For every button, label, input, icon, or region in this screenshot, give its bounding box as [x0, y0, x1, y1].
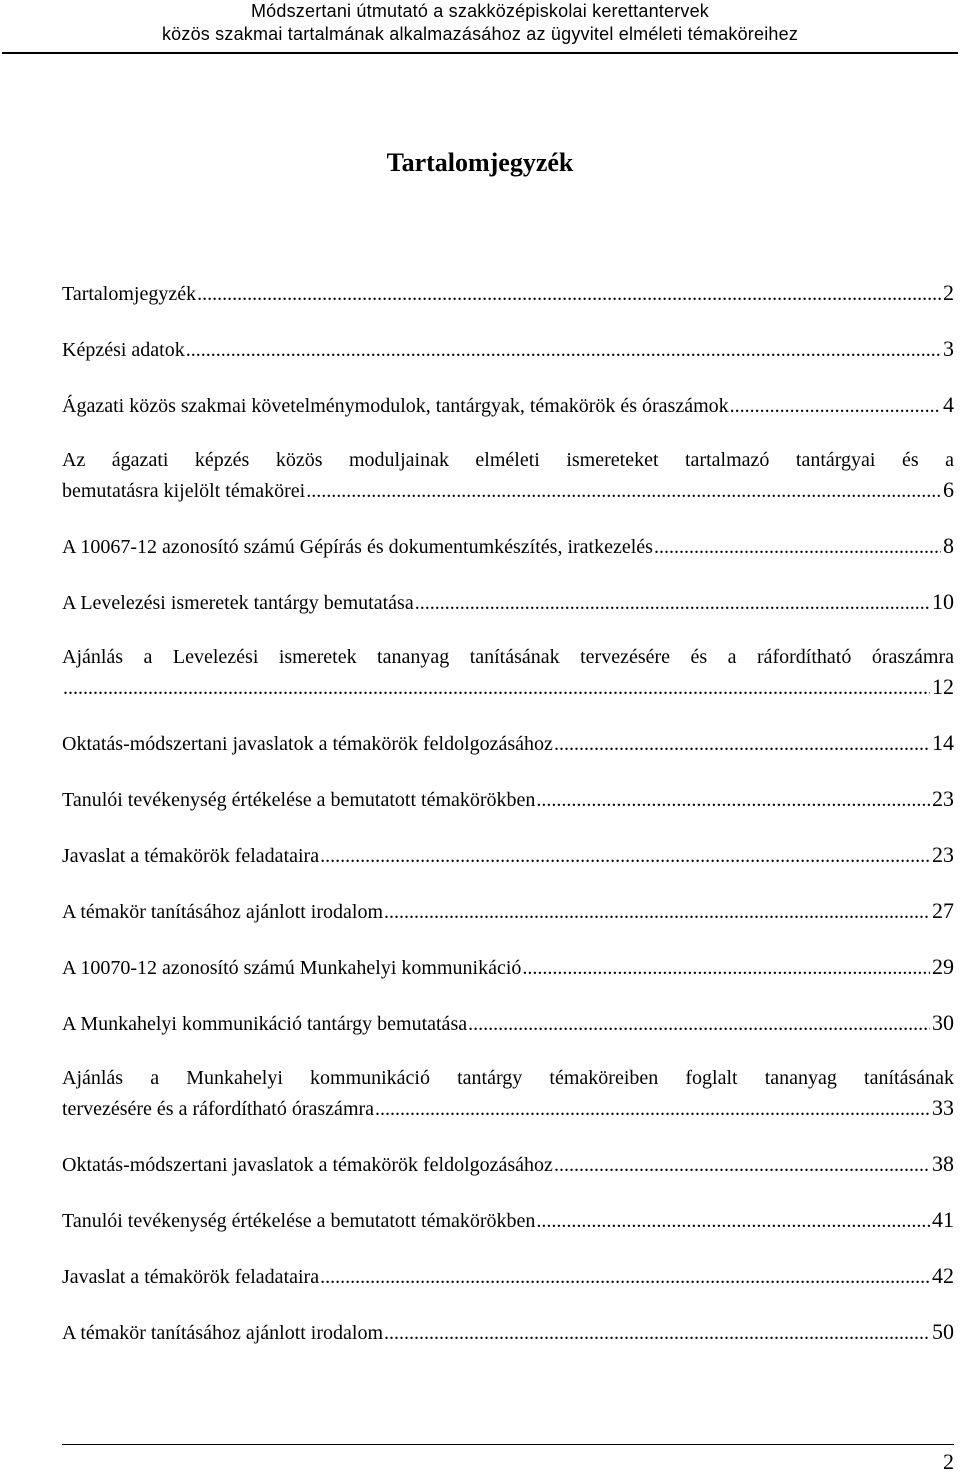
- toc-entry-text: Képzési adatok: [62, 339, 185, 361]
- table-of-contents: [62, 278, 954, 1373]
- toc-leader-dots: [468, 1010, 930, 1039]
- toc-entry-page: 3: [943, 336, 954, 361]
- toc-entry-page: 23: [932, 842, 954, 867]
- toc-entry-text-line1: Az ágazati képzés közös moduljainak elméleti ismereteket tartalmazó tantárgyai és a: [62, 449, 954, 471]
- toc-entry-page: 23: [932, 786, 954, 811]
- toc-entry[interactable]: [62, 643, 954, 703]
- toc-entry[interactable]: [62, 1064, 954, 1124]
- toc-leader-dots: [63, 674, 930, 703]
- toc-entry-page: 33: [932, 1095, 954, 1120]
- toc-entry-text: A témakör tanításához ajánlott irodalom: [62, 1322, 384, 1344]
- toc-entry[interactable]: [62, 390, 954, 421]
- toc-entry[interactable]: [62, 446, 954, 506]
- toc-entry[interactable]: [62, 784, 954, 815]
- toc-leader-dots: [654, 533, 941, 562]
- toc-entry[interactable]: [62, 278, 954, 309]
- toc-entry-text: Tanulói tevékenység értékelése a bemutatott témakörökben: [62, 1210, 536, 1232]
- toc-entry-text: Tanulói tevékenység értékelése a bemutatott témakörökben: [62, 789, 536, 811]
- toc-entry[interactable]: [62, 1205, 954, 1236]
- toc-entry-page: 38: [932, 1151, 954, 1176]
- toc-leader-dots: [186, 336, 941, 365]
- toc-leader-dots: [320, 1263, 930, 1292]
- toc-entry-page: 14: [932, 730, 954, 755]
- toc-leader-dots: [306, 477, 941, 506]
- toc-entry[interactable]: [62, 334, 954, 365]
- toc-entry[interactable]: [62, 1317, 954, 1348]
- toc-entry-page: 8: [943, 533, 954, 558]
- toc-entry-page: 27: [932, 898, 954, 923]
- toc-entry-page: 6: [943, 477, 954, 502]
- toc-leader-dots: [384, 898, 930, 927]
- toc-entry[interactable]: [62, 952, 954, 983]
- toc-leader-dots: [384, 1319, 930, 1348]
- toc-entry[interactable]: [62, 531, 954, 562]
- toc-entry-text: bemutatásra kijelölt témakörei: [62, 480, 306, 502]
- toc-leader-dots: [375, 1095, 930, 1124]
- toc-leader-dots: [554, 730, 930, 759]
- toc-entry-text-line1: Ajánlás a Munkahelyi kommunikáció tantárgy témaköreiben foglalt tananyag tanításának: [62, 1067, 954, 1089]
- toc-entry-text: Javaslat a témakörök feladataira: [62, 1266, 320, 1288]
- toc-leader-dots: [554, 1151, 930, 1180]
- toc-leader-dots: [536, 1207, 930, 1236]
- footer-divider: [62, 1444, 954, 1445]
- toc-entry-text: Javaslat a témakörök feladataira: [62, 845, 320, 867]
- toc-entry-page: 29: [932, 954, 954, 979]
- toc-entry-page: 4: [943, 392, 954, 417]
- toc-entry[interactable]: [62, 1261, 954, 1292]
- header-line-1: Módszertani útmutató a szakközépiskolai kerettantervek: [250, 1, 709, 21]
- toc-leader-dots: [320, 842, 930, 871]
- toc-entry[interactable]: [62, 840, 954, 871]
- toc-leader-dots: [522, 954, 930, 983]
- toc-entry-text: A 10067-12 azonosító számú Gépírás és dokumentumkészítés, iratkezelés: [62, 536, 653, 558]
- toc-leader-dots: [536, 786, 930, 815]
- page-title: Tartalomjegyzék: [386, 148, 574, 177]
- toc-leader-dots: [197, 280, 941, 309]
- toc-entry-text: Oktatás-módszertani javaslatok a témakörök feldolgozásához: [62, 1154, 553, 1176]
- toc-entry-page: 41: [932, 1207, 954, 1232]
- toc-entry-text: A 10070-12 azonosító számú Munkahelyi kommunikáció: [62, 957, 522, 979]
- toc-leader-dots: [730, 392, 941, 421]
- header-line-2: közös szakmai tartalmának alkalmazásához az ügyvitel elméleti témaköreihez: [161, 24, 799, 44]
- toc-entry-page: 50: [932, 1319, 954, 1344]
- toc-entry[interactable]: [62, 1149, 954, 1180]
- toc-entry-page: 42: [932, 1263, 954, 1288]
- header-divider: [2, 52, 958, 54]
- toc-entry-text-line1: Ajánlás a Levelezési ismeretek tananyag tanításának tervezésére és a ráfordítható óraszámra: [62, 646, 954, 668]
- toc-entry[interactable]: [62, 1008, 954, 1039]
- toc-entry[interactable]: [62, 896, 954, 927]
- toc-entry-page: 30: [932, 1010, 954, 1035]
- toc-entry-text: Ágazati közös szakmai követelménymodulok, tantárgyak, témakörök és óraszámok: [62, 395, 729, 417]
- toc-entry-page: 2: [943, 280, 954, 305]
- toc-entry-text: Oktatás-módszertani javaslatok a témakörök feldolgozásához: [62, 733, 553, 755]
- toc-entry[interactable]: [62, 728, 954, 759]
- toc-entry-text: Tartalomjegyzék: [62, 283, 197, 305]
- toc-entry-page: 10: [932, 589, 954, 614]
- toc-entry-text: A Levelezési ismeretek tantárgy bemutatása: [62, 592, 414, 614]
- toc-entry-text: A témakör tanításához ajánlott irodalom: [62, 901, 384, 923]
- toc-leader-dots: [415, 589, 930, 618]
- page-header: [0, 0, 960, 46]
- footer-page-number: 2: [943, 1449, 954, 1474]
- toc-entry-text: A Munkahelyi kommunikáció tantárgy bemutatása: [62, 1013, 468, 1035]
- toc-entry-text: tervezésére és a ráfordítható óraszámra: [62, 1098, 375, 1120]
- toc-entry-page: 12: [932, 674, 954, 699]
- toc-entry[interactable]: [62, 587, 954, 618]
